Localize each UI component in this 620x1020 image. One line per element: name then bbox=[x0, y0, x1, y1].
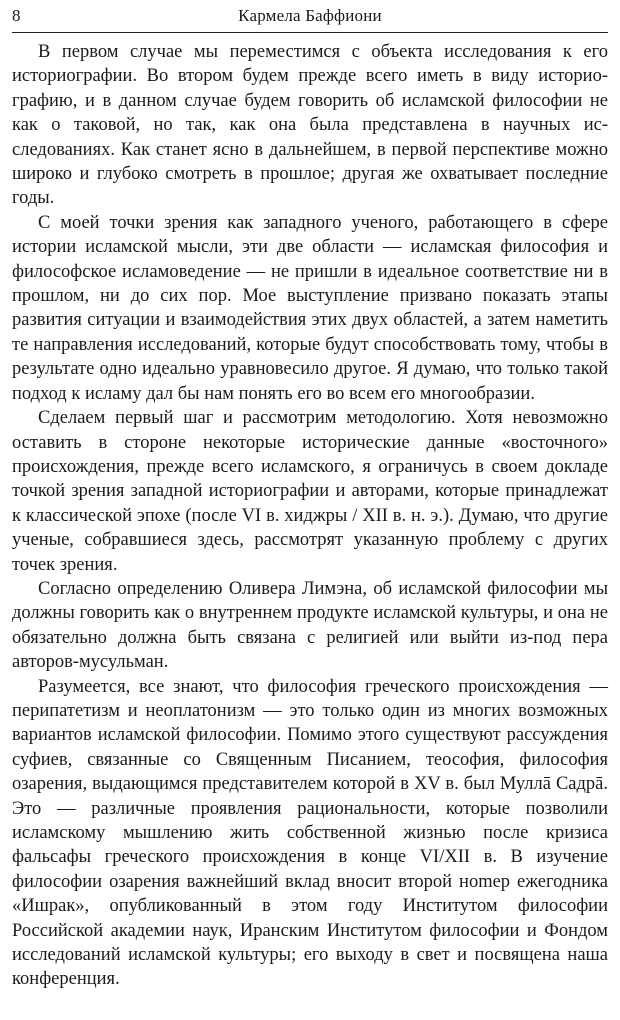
paragraph: В первом случае мы переместимся с объекта исследования к его историографии. Во втором будем прежде всего иметь в виду историографию, и в данном случае будем говорить об исламской философии не как о таковой, но так, как она была представлена в научных исследованиях. Как станет ясно в дальнейшем, в первой перспективе можно широко и глубоко смотреть в прошлое; другая же охватывает последние годы. bbox=[12, 42, 608, 209]
running-head-author: Кармела Баффиони bbox=[238, 6, 382, 25]
paragraph: Разумеется, все знают, что философия греческого происхождения — перипатетизм и неоплатонизм — это только один из многих возможных вариантов исламской философии. Помимо этого существуют рассуждения суфиев, связанные со Священным Писанием, теософия, философия озарения, выдающимся представителем которой в XV в. был Муллā Садрā. Это — различные проявления рациональности, которые позволили исламскому мышлению жить собственной жизнью после кризиса фальсафы греческого происхождения в конце VI/XII в. В изучение философии озарения важнейший вклад вносит второй ноmер ежегодника «Ишрак», опубликованный в этом году Институтом философии Российской академии наук, Иранским Институтом философии и Фондом исследований исламской культуры; его выходу в свет и посвящена наша конференция. bbox=[12, 676, 608, 990]
body-text bbox=[12, 40, 608, 992]
header-divider bbox=[12, 32, 608, 33]
running-head bbox=[12, 4, 608, 32]
paragraph: С моей точки зрения как западного ученого, работающего в сфере истории исламской мысли, эти две области — исламская философия и философское исламоведение — не пришли в идеальное соответствие ни в прошлом, ни до сих пор. Мое выступление призвано показать этапы развития ситуации и взаимодействия этих двух областей, а затем наметить те направления исследований, которые будут способствовать тому, чтобы в результате одно идеально уравновесило другое. Я думаю, что только такой подход к исламу дал бы нам понять его во всем его многообразии. bbox=[12, 212, 608, 404]
paragraph: Сделаем первый шаг и рассмотрим методологию. Хотя невозможно оставить в стороне некоторые исторические данные «восточного» происхождения, прежде всего исламского, я ограничусь в своем докладе точкой зрения западной историографии и авторами, которые принадлежат к классической эпохе (после VI в. хиджры / XII в. н. э.). Думаю, что другие ученые, собравшиеся здесь, рассмотрят указанную проблему с других точек зрения. bbox=[12, 408, 608, 575]
page-number: 8 bbox=[12, 6, 21, 25]
paragraph: Согласно определению Оливера Лимэна, об исламской философии мы должны говорить как о внутреннем продукте исламской культуры, и она не обязательно должна быть связана с религией или выйти из-под пера авторов-мусульман. bbox=[12, 578, 608, 673]
